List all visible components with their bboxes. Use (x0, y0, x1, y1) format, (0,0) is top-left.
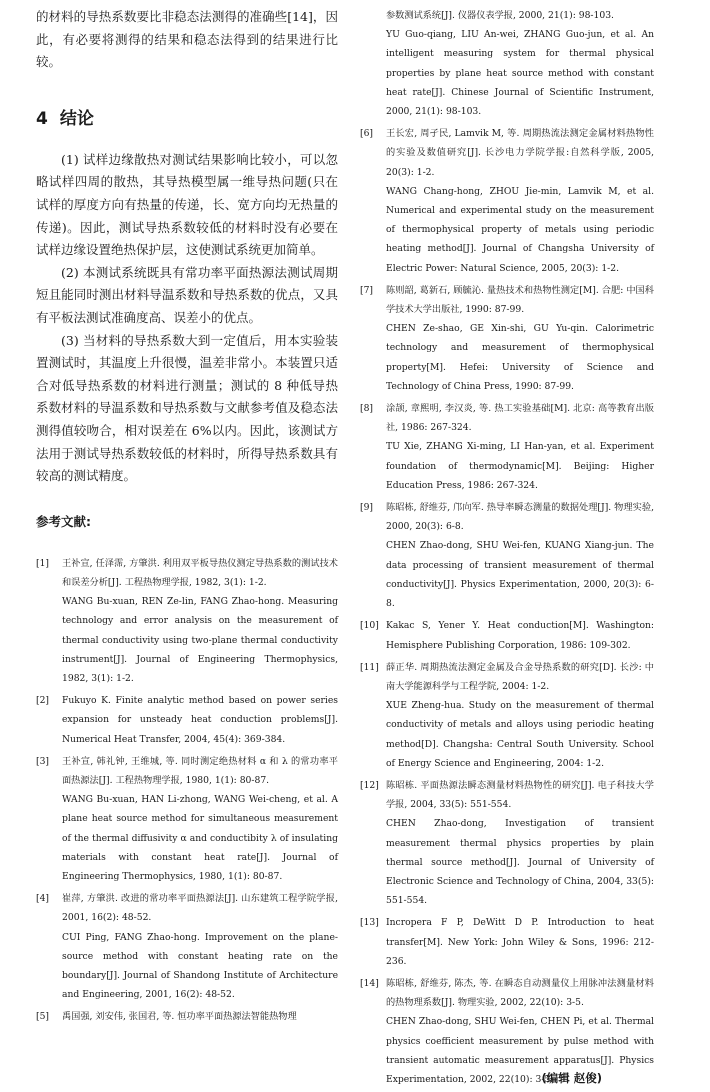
reference-number: [10] (360, 620, 379, 632)
reference-line: WANG Chang-hong, ZHOU Jie-min, Lamvik M, et al. Numerical and experimental study on the measurement of thermophysical property of metals using periodic heating method[J]. Journal of Changsha University of Electric Power: Natural Science, 2005, 20(3): 1-2. (386, 185, 654, 274)
continued-paragraph: 的材料的导热系数要比非稳态法测得的准确些[14]，因此，有必要将测得的结果和稳态法得到的结果进行比较。 (36, 9, 338, 70)
reference-line: 陈则韶, 葛新石, 顾毓沁. 量热技术和热物性测定[M]. 合肥: 中国科学技术大学出版社, 1990: 87-99. (386, 284, 654, 316)
left-column (36, 0, 338, 1030)
reference-number: [4] (36, 893, 50, 905)
reference-number: [6] (360, 128, 374, 140)
reference-text (386, 498, 654, 613)
reference-text (386, 616, 654, 654)
conclusion-paragraph-2: (2) 本测试系统既具有常功率平面热源法测试周期短且能同时测出材料导温系数和导热系数的优点，又具有平板法测试准确度高、误差小的优点。 (36, 264, 338, 325)
reference-line: 崔萍, 方肇洪. 改进的常功率平面热源法[J]. 山东建筑工程学院学报, 2001, 16(2): 48-52. (62, 893, 338, 924)
reference-line: 涂颉, 章熙明, 李汉炎, 等. 热工实验基础[M]. 北京: 高等教育出版社, 1986: 267-324. (386, 403, 654, 434)
reference-text (386, 974, 654, 1089)
reference-text (386, 776, 654, 910)
reference-line: XUE Zheng-hua. Study on the measurement of thermal conductivity of metals and alloys using periodic heating method[D]. Changsha: Central South University. School of Energy Science and Engineering, 2004: 1-2. (386, 700, 654, 769)
reference-number: [9] (360, 502, 374, 514)
reference-item (36, 554, 338, 688)
reference-text (62, 554, 338, 688)
section-number: 4 (36, 108, 48, 129)
reference-line: WANG Bu-xuan, HAN Li-zhong, WANG Wei-cheng, et al. A plane heat source method for simultaneous measurement of the thermal diffusivity α and conductibity λ of insulating materials with constant heat rate[J]. Journal of Engineering Thermophysics, 1980, 1(1): 80-87. (62, 794, 338, 882)
reference-item (36, 1007, 338, 1026)
conclusion-paragraph-1: (1) 试样边缘散热对测试结果影响比较小，可以忽略试样四周的散热，其导热模型属一维导热问题(只在试样的厚度方向有热量的传递，长、宽方向均无热量的传递)。因此，测试导热系数较低的材料时没有必要在试样边缘设置绝热保护层，这使测试系统更加简单。 (36, 151, 338, 258)
reference-number: [8] (360, 403, 374, 415)
reference-item (360, 776, 654, 910)
reference-line: 陈昭栋. 平面热源法瞬态测量材料热物性的研究[J]. 电子科技大学学报, 2004, 33(5): 551-554. (386, 779, 654, 811)
reference-list-left (36, 554, 338, 1027)
reference-number: [13] (360, 917, 379, 929)
reference-number: [2] (36, 695, 50, 707)
reference-line: 参数测试系统[J]. 仪器仪表学报, 2000, 21(1): 98-103. (386, 10, 614, 21)
reference-line: 陈昭栋, 舒维芬, 邝向军. 热导率瞬态测量的数据处理[J]. 物理实验, 2000, 20(3): 6-8. (386, 502, 654, 533)
reference-line: 陈昭栋, 舒维芬, 陈杰, 等. 在瞬态自动测量仪上用脉冲法测量材料的热物理系数[J]. 物理实验, 2002, 22(10): 3-5. (386, 977, 654, 1009)
reference-line: TU Xie, ZHANG Xi-ming, LI Han-yan, et al. Experiment foundation of thermodynamic[M]. Beijing: Higher Education Press, 1986: 267-324. (386, 441, 654, 491)
reference-item (360, 399, 654, 495)
reference-item (360, 498, 654, 613)
reference-text (62, 889, 338, 1004)
reference-line: CHEN Zhao-dong, SHU Wei-fen, KUANG Xiang-jun. The data processing of transient measurement of thermal conductivity[J]. Physics Experimentation, 2000, 20(3): 6-8. (386, 540, 654, 610)
right-column (360, 0, 654, 1092)
reference-number: [3] (36, 755, 50, 767)
reference-line: Fukuyo K. Finite analytic method based on power series expansion for unsteady heat conduction problems[J]. Numerical Heat Transfer, 2004, 45(4): 369-384. (62, 695, 338, 745)
reference-list-right (360, 6, 654, 1089)
conclusion-paragraph-3: (3) 当材料的导热系数大到一定值后，用本实验装置测试时，其温度上升很慢，温差非常小。本装置只适合对低导热系数的材料进行测量；测试的 8 种低导热系数材料的导温系数和导热系数与文献参考值及稳态法测得值较吻合，相对误差在 6%以内。因此，该测试方法用于测试导热系数较低的材料时，所得导热系数具有较高的测试精度。 (36, 332, 338, 484)
reference-text (386, 658, 654, 773)
reference-item (360, 281, 654, 396)
reference-line: Incropera F P, DeWitt D P. Introduction to heat transfer[M]. New York: John Wiley & Sons, 1996: 212-236. (386, 917, 654, 967)
section-title: 结论 (59, 108, 94, 129)
reference-number: [5] (36, 1011, 50, 1023)
reference-line: 禹国强, 刘安伟, 张国君, 等. 恒功率平面热源法智能热物理 (62, 1011, 297, 1023)
reference-item (360, 974, 654, 1089)
reference-line: CHEN Zhao-dong, Investigation of transient measurement thermal physics properties by plain thermal source method[J]. Journal of University of Electronic Science and Technology of China, 2004, 33(5): 551-554. (386, 818, 655, 907)
reference-line: Kakac S, Yener Y. Heat conduction[M]. Washington: Hemisphere Publishing Corporation, 1986: 109-302. (386, 620, 654, 651)
reference-number: [12] (360, 779, 379, 791)
reference-item (36, 752, 338, 886)
reference-text (386, 281, 654, 396)
reference-item (360, 124, 654, 278)
reference-line: 薛正华. 周期热流法测定金属及合金导热系数的研究[D]. 长沙: 中南大学能源科学与工程学院, 2004: 1-2. (386, 661, 654, 692)
reference-line: CUI Ping, FANG Zhao-hong. Improvement on the plane-source method with constant heating rate on the boundary[J]. Journal of Shandong Institute of Architecture and Engineering, 2001, 16(2): 48-52. (62, 931, 338, 1001)
reference-number: [1] (36, 557, 50, 569)
reference-text (62, 691, 338, 749)
reference-number: [7] (360, 284, 374, 296)
section-heading (36, 104, 338, 129)
reference-line: WANG Bu-xuan, REN Ze-lin, FANG Zhao-hong. Measuring technology and error analysis on the measurement of thermal conductivity using two-plane thermal conductivity instrument[J]. Journal of Engineering Thermophysics, 1982, 3(1): 1-2. (62, 596, 338, 684)
reference-text (386, 399, 654, 495)
reference-line: CHEN Zhao-dong, SHU Wei-fen, CHEN Pi, et al. Thermal physics coefficient measurement by pulse method with transient automatic measurement apparatus[J]. Physics Experimentation, 2002, 22(10): 3-5. (386, 1016, 654, 1085)
reference-text (386, 124, 654, 278)
references-heading: 参考文献: (36, 513, 91, 529)
reference-line: 王补宣, 韩礼钟, 王维城, 等. 同时测定绝热材料 α 和 λ 的常功率平面热源法[J]. 工程热物理学报, 1980, 1(1): 80-87. (62, 755, 338, 786)
reference-item (360, 6, 654, 121)
reference-line: YU Guo-qiang, LIU An-wei, ZHANG Guo-jun, et al. An intelligent measuring system for thermal physical properties by plane heat source method with constant heat rate[J]. Chinese Journal of Scientific Instrument, 2000, 21(1): 98-103. (386, 29, 654, 118)
reference-line: CHEN Ze-shao, GE Xin-shi, GU Yu-qin. Calorimetric technology and measurement of thermophysical property[M]. Hefei: University of Science and Technology of China Press, 1990: 87-99. (386, 323, 654, 392)
reference-text (62, 752, 338, 886)
reference-text (62, 1007, 338, 1026)
reference-number: [11] (360, 661, 379, 673)
reference-text (360, 6, 654, 121)
reference-number: [14] (360, 977, 379, 989)
reference-line: 王长宏, 周孑民, Lamvik M, 等. 周期热流法测定金属材料热物性的实验及数值研究[J]. 长沙电力学院学报:自然科学版, 2005, 20(3): 1-2. (386, 128, 654, 178)
editor-credit: (编辑 赵俊) (541, 1071, 602, 1086)
reference-item (360, 616, 654, 654)
reference-item (360, 658, 654, 773)
reference-line: 王补宣, 任泽霈, 方肇洪. 利用双平板导热仪测定导热系数的测试技术和误差分析[J]. 工程热物理学报, 1982, 3(1): 1-2. (62, 557, 338, 588)
reference-item (36, 691, 338, 749)
reference-item (36, 889, 338, 1004)
